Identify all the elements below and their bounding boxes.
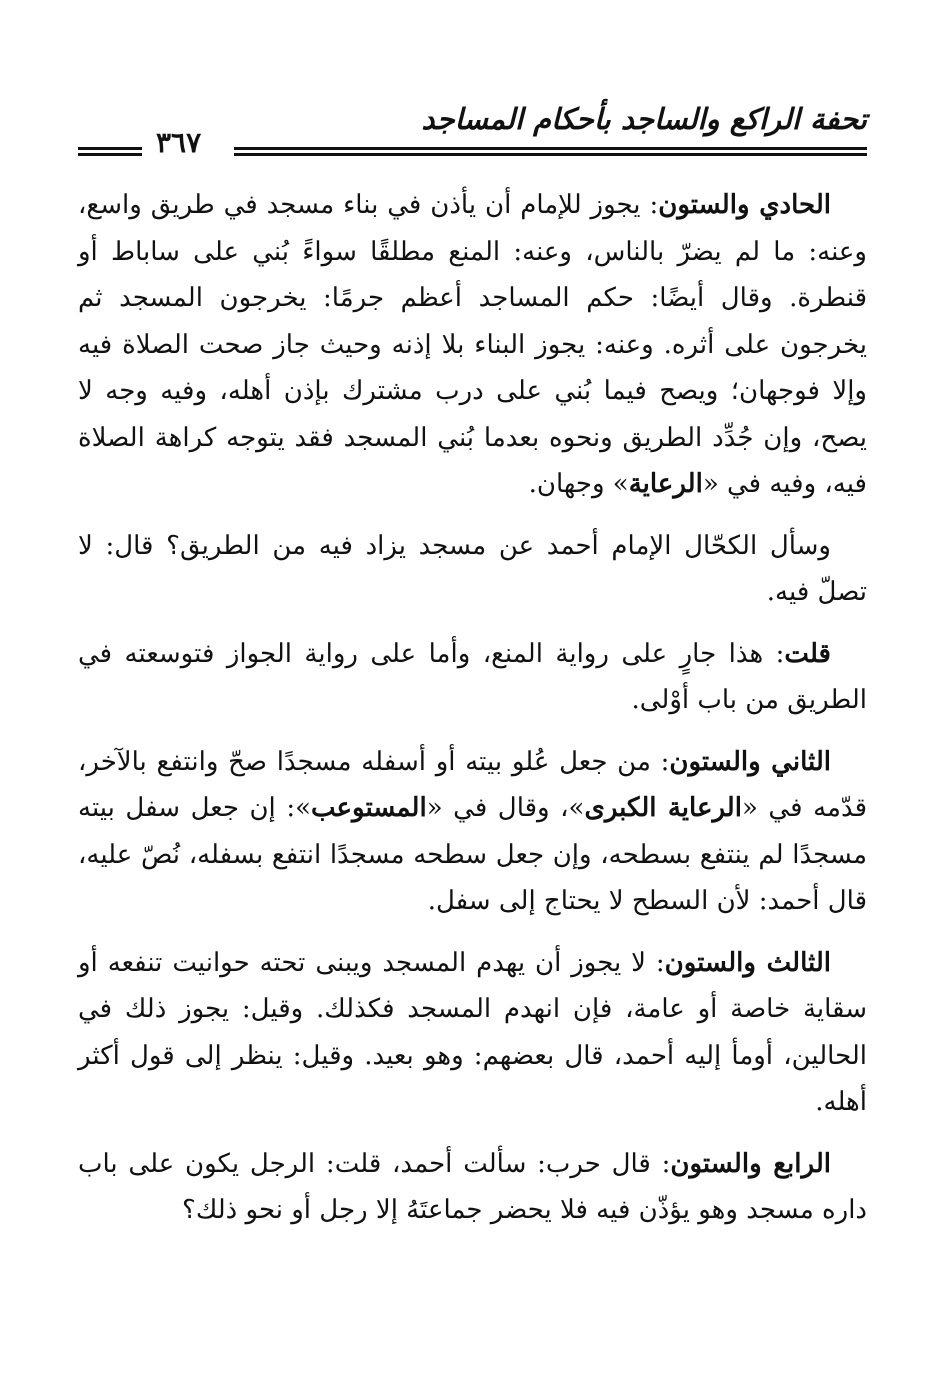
paragraph-64 [78, 1141, 867, 1234]
paragraph-text: : لا يجوز أن يهدم المسجد ويبنى تحته حوانيت تنفعه أو سقاية خاصة أو عامة، فإن انهدم المسجد فكذلك. وقيل: يجوز ذلك في الحالين، أومأ إليه أحمد، قال بعضهم: وهو بعيد. وقيل: ينظر إلى قول أكثر أهله. [78, 947, 867, 1117]
book-title: تحفة الراكع والساجد بأحكام المساجد [421, 102, 867, 136]
page-body [78, 182, 867, 1249]
paragraph-63 [78, 940, 867, 1126]
page-number: ٣٦٧ [144, 126, 213, 160]
section-heading: الثالث والستون [664, 947, 831, 978]
paragraph-text: » وجهان. [528, 469, 629, 499]
book-reference: المستوعب [311, 793, 427, 823]
running-header [78, 102, 867, 168]
paragraph-text: »، وقال في « [426, 793, 585, 823]
section-heading: الحادي والستون [658, 190, 831, 220]
section-heading: قلت [784, 638, 831, 669]
book-reference: الرعاية الكبرى [584, 793, 742, 823]
paragraph-kahhal [78, 523, 867, 616]
paragraph-text: وسأل الكحّال الإمام أحمد عن مسجد يزاد فيه من الطريق؟ قال: لا تصلّ فيه. [78, 530, 867, 607]
paragraph-62 [78, 739, 867, 925]
header-rule-left [78, 145, 142, 159]
book-reference: الرعاية [628, 469, 703, 499]
paragraph-text: : قال حرب: سألت أحمد، قلت: الرجل يكون على باب داره مسجد وهو يؤذّن فيه فلا يحضر جماعتَهُ إلا رجل أو نحو ذلك؟ [78, 1148, 867, 1225]
paragraph-61 [78, 182, 867, 508]
paragraph-text: »: إن جعل سفل بيته مسجدًا لم ينتفع بسطحه، وإن جعل سطحه مسجدًا انتفع بسفله، نُصّ عليه، قال أحمد: لأن السطح لا يحتاج إلى سفل. [78, 793, 867, 916]
paragraph-text: : يجوز للإمام أن يأذن في بناء مسجد في طريق واسع، وعنه: ما لم يضرّ بالناس، وعنه: المنع مطلقًا سواءً بُني على ساباط أو قنطرة. وقال أيضًا: حكم المساجد أعظم جرمًا: يخرجون المسجد ثم يخرجون على أثره. وعنه: يجوز البناء بلا إذنه وحيث جاز صحت الصلاة فيه وإلا فوجهان؛ ويصح فيما بُني على درب مشترك بإذن أهله، وفيه وجه لا يصح، وإن جُدِّد الطريق ونحوه بعدما بُني المسجد فقد يتوجه كراهة الصلاة فيه، وفيه في « [78, 190, 867, 499]
paragraph-text: : من جعل عُلو بيته أو أسفله مسجدًا صحّ وانتفع بالآخر، قدّمه في « [78, 746, 868, 823]
section-heading: الرابع والستون [670, 1148, 831, 1179]
section-heading: الثاني والستون [669, 746, 832, 777]
paragraph-text: : هذا جارٍ على رواية المنع، وأما على رواية الجواز فتوسعته في الطريق من باب أوْلى. [78, 638, 867, 715]
header-rule-right [234, 145, 867, 159]
paragraph-qultu [78, 631, 867, 724]
